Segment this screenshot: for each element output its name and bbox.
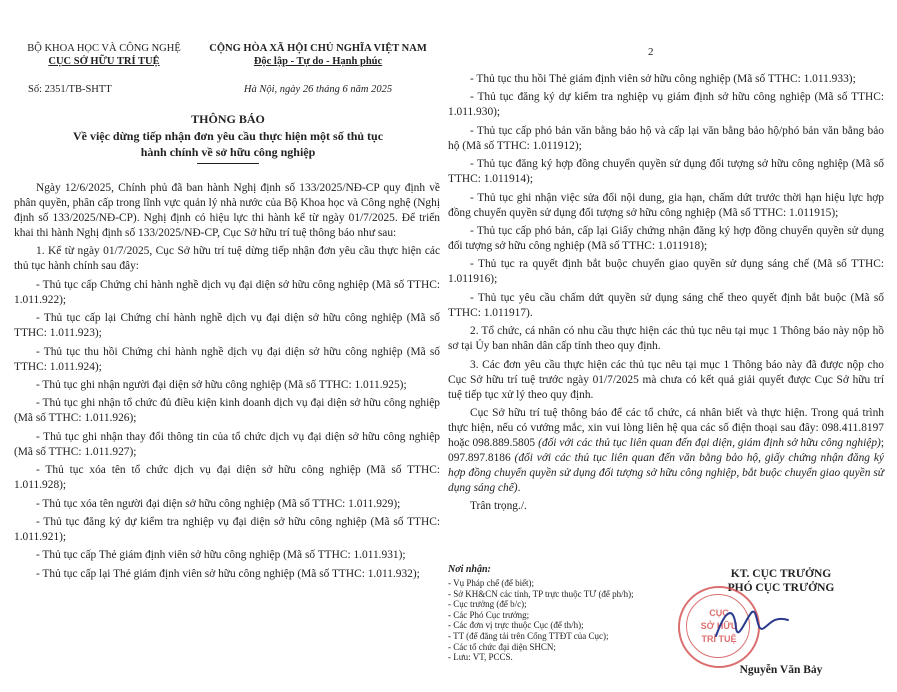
notice-subtitle-2: hành chính về sở hữu công nghiệp [140, 145, 316, 159]
procedure-item: - Thủ tục đăng ký dự kiểm tra nghiệp vụ giám định sở hữu công nghiệp (Mã số TTHC: 1.011.930); [448, 91, 884, 119]
title-divider [197, 163, 259, 164]
recipient-item: - Các tổ chức đại diện SHCN; [448, 641, 556, 652]
procedure-item: - Thủ tục cấp phó bản, cấp lại Giấy chứng nhận đăng ký hợp đồng chuyển quyền sử dụng đối tượng sở hữu công nghiệp (Mã số TTHC: 1.011918); [448, 224, 884, 252]
procedure-item: - Thủ tục xóa tên tổ chức dịch vụ đại diện sở hữu công nghiệp (Mã số TTHC: 1.011.928); [14, 464, 440, 492]
signer-title-2: PHÓ CỤC TRƯỞNG [727, 582, 835, 594]
procedure-item: - Thủ tục ra quyết định bắt buộc chuyển giao quyền sử dụng sáng chế (Mã số TTHC: 1.011916); [448, 258, 884, 286]
page-number: 2 [648, 46, 654, 58]
agency-name: CỤC SỞ HỮU TRÍ TUỆ [48, 56, 160, 67]
procedure-item: - Thủ tục cấp Thẻ giám định viên sở hữu công nghiệp (Mã số TTHC: 1.011.931); [36, 549, 406, 562]
recipient-item: - Vụ Pháp chế (để biết); [448, 578, 535, 588]
right-body [448, 72, 884, 518]
notice-subtitle-1: Về việc dừng tiếp nhận đơn yêu cầu thực hiện một số thủ tục [72, 129, 384, 143]
procedure-item: - Thủ tục cấp lại Chứng chỉ hành nghề dịch vụ đại diện sở hữu công nghiệp (Mã số TTHC: 1.011.923); [14, 312, 440, 340]
recipient-item: - Các đơn vị trực thuộc Cục (để th/h); [448, 620, 584, 631]
stamp-text-middle: SỞ HỮU [700, 621, 738, 631]
procedure-item: - Thủ tục thu hồi Thẻ giám định viên sở hữu công nghiệp (Mã số TTHC: 1.011.933); [470, 73, 856, 85]
recipients-label: Nơi nhận: [448, 564, 491, 575]
place-date: Hà Nội, ngày 26 tháng 6 năm 2025 [243, 84, 393, 95]
recipients-list [448, 578, 634, 663]
procedure-item: - Thủ tục đăng ký hợp đồng chuyển quyền sử dụng đối tượng sở hữu công nghiệp (Mã số TTHC: 1.011914); [448, 158, 884, 186]
stamp-text-top: CỤC [709, 608, 729, 618]
procedure-item: - Thủ tục ghi nhận người đại diện sở hữu công nghiệp (Mã số TTHC: 1.011.925); [36, 378, 407, 391]
document-number: Số: 2351/TB-SHTT [28, 84, 112, 95]
recipient-item: - Lưu: VT, PCCS. [448, 652, 513, 663]
signer-name: Nguyễn Văn Bảy [739, 664, 823, 676]
stamp-text-bottom: TRÍ TUỆ [701, 634, 737, 644]
procedure-item: - Thủ tục ghi nhận việc sửa đổi nội dung, gia hạn, chấm dứt trước thời hạn hiệu lực hợp đồng chuyển quyền sử dụng đối tượng sở hữu công nghiệp (Mã số TTHC: 1.011915); [448, 191, 884, 219]
notice-title: THÔNG BÁO [191, 112, 265, 126]
page-right [448, 0, 888, 692]
procedure-item: - Thủ tục cấp phó bản văn bằng bảo hộ và cấp lại văn bằng bảo hộ/phó bản văn bằng bảo hộ (Mã số TTHC: 1.011912); [448, 124, 884, 152]
nation-title: CỘNG HÒA XÃ HỘI CHỦ NGHĨA VIỆT NAM [209, 43, 427, 54]
page-left [14, 0, 442, 692]
left-body [14, 181, 440, 585]
motto: Độc lập - Tự do - Hạnh phúc [253, 56, 383, 67]
procedure-item: - Thủ tục cấp lại Thẻ giám định viên sở hữu công nghiệp (Mã số TTHC: 1.011.932); [36, 567, 420, 580]
recipient-item: - Các Phó Cục trưởng; [448, 609, 530, 620]
handwritten-signature [712, 598, 792, 648]
procedure-item: - Thủ tục yêu cầu chấm dứt quyền sử dụng sáng chế theo quyết định bắt buộc (Mã số TTHC: 1.011917). [448, 291, 884, 319]
section-3: 3. Các đơn yêu cầu thực hiện các thủ tục nêu tại mục 1 Thông báo này đã được nộp cho Cục Sở hữu trí tuệ trước ngày 01/7/2025 mà chưa có kết quả giải quyết được Cục Sở hữu trí tuệ tiếp tục xử lý theo quy định. [448, 358, 884, 401]
recipient-item: - Cục trưởng (để b/c); [448, 599, 527, 610]
regards: Trân trọng./. [470, 500, 527, 513]
signer-title-1: KT. CỤC TRƯỞNG [730, 568, 832, 580]
intro-paragraph: Ngày 12/6/2025, Chính phủ đã ban hành Nghị định số 133/2025/NĐ-CP quy định về phân quyền, phân cấp trong lĩnh vực quản lý nhà nước của Bộ Khoa học và Công nghệ (Nghị định số 133/2025/NĐ-CP). Nghị định có hiệu lực thi hành kể từ ngày 01/7/2025. Để triển khai thi hành Nghị định số 133/2025/NĐ-CP, Cục Sở hữu trí tuệ thông báo như sau: [14, 182, 440, 239]
procedure-item: - Thủ tục cấp Chứng chỉ hành nghề dịch vụ đại diện sở hữu công nghiệp (Mã số TTHC: 1.011.922); [14, 278, 440, 306]
procedure-item: - Thủ tục ghi nhận thay đổi thông tin của tổ chức dịch vụ đại diện sở hữu công nghiệp (Mã số TTHC: 1.011.927); [14, 430, 440, 458]
recipient-item: - TT (để đăng tải trên Cổng TTĐT của Cục); [448, 630, 609, 641]
section-2: 2. Tổ chức, cá nhân có nhu cầu thực hiện các thủ tục nêu tại mục 1 Thông báo này nộp hồ sơ tại Ủy ban nhân dân cấp tỉnh theo quy định. [448, 325, 884, 353]
procedure-item: - Thủ tục đăng ký dự kiểm tra nghiệp vụ đại diện sở hữu công nghiệp (Mã số TTHC: 1.011.921); [14, 515, 440, 543]
ministry-name: BỘ KHOA HỌC VÀ CÔNG NGHỆ [27, 43, 181, 54]
recipient-item: - Sở KH&CN các tỉnh, TP trực thuộc TƯ (để ph/h); [448, 588, 634, 599]
procedure-item: - Thủ tục thu hồi Chứng chỉ hành nghề dịch vụ đại diện sở hữu công nghiệp (Mã số TTHC: 1.011.924); [14, 345, 440, 373]
procedure-item: - Thủ tục xóa tên người đại diện sở hữu công nghiệp (Mã số TTHC: 1.011.929); [36, 497, 401, 510]
closing-paragraph: Cục Sở hữu trí tuệ thông báo để các tổ chức, cá nhân biết và thực hiện. Trong quá trình thực hiện, nếu có vướng mắc, xin vui lòng liên hệ qua các số điện thoại sau đây: 098.411.8197 hoặc 098.889.5805 (đối với các thủ tục liên quan đến đại diện, giám định sở hữu công nghiệp); 097.897.8186 (đối với các thủ tục liên quan đến văn bằng bảo hộ, giấy chứng nhận đăng ký hợp đồng chuyển quyền sử dụng đối tượng sở hữu công nghiệp, bắt buộc chuyển giao quyền sử dụng sáng chế). [448, 406, 884, 494]
section-1-intro: 1. Kể từ ngày 01/7/2025, Cục Sở hữu trí tuệ dừng tiếp nhận đơn yêu cầu thực hiện các thủ tục hành chính sau đây: [14, 245, 440, 273]
procedure-item: - Thủ tục ghi nhận tổ chức đủ điều kiện kinh doanh dịch vụ đại diện sở hữu công nghiệp (Mã số TTHC: 1.011.926); [14, 397, 440, 425]
